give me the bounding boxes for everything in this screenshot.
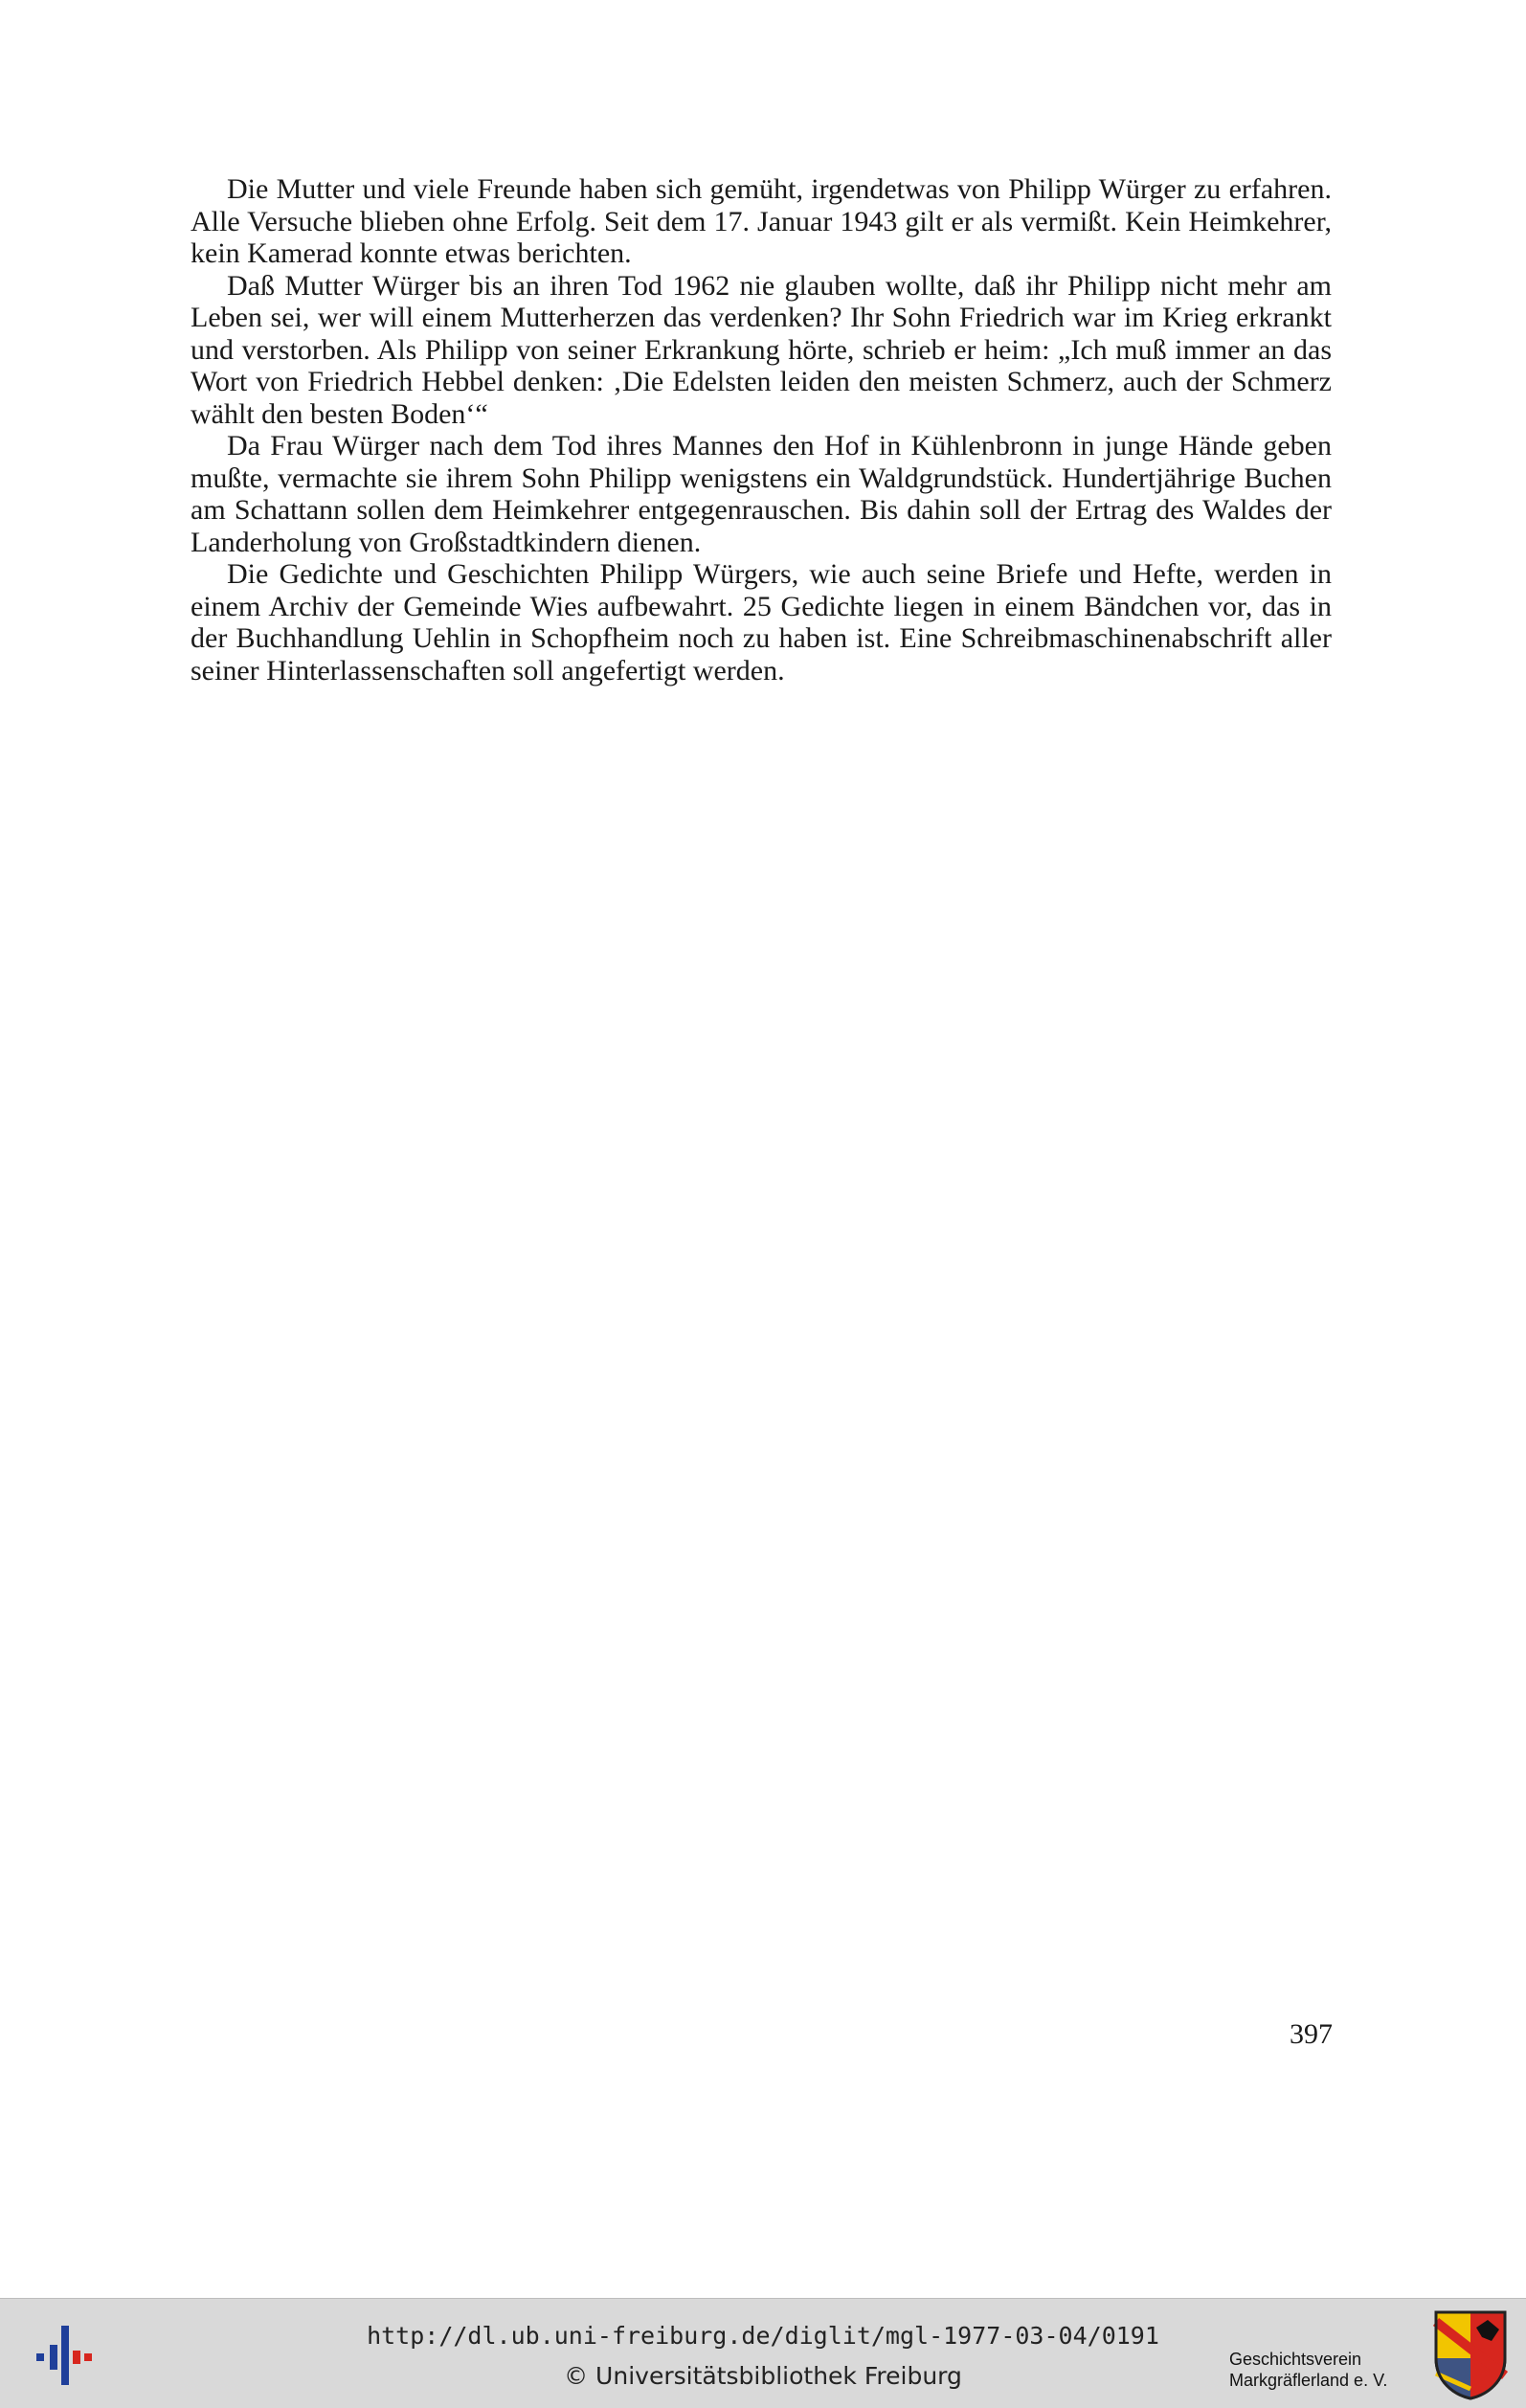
paragraph: Die Gedichte und Geschichten Philipp Würgers, wie auch seine Briefe und Hefte, werden in einem Archiv der Gemeinde Wies aufbewahrt. 25 Gedichte liegen in einem Bändchen vor, das in der Buchhandlung Uehlin in Schopfheim noch zu haben ist. Eine Schreibmaschinenabschrift aller seiner Hinterlassenschaften soll angefertigt werden.	[191, 558, 1332, 686]
body-text	[191, 173, 1332, 686]
footer-bar	[0, 2298, 1526, 2408]
paragraph: Die Mutter und viele Freunde haben sich gemüht, irgendetwas von Philipp Würger zu erfahren. Alle Versuche blieben ohne Erfolg. Seit dem 17. Januar 1943 gilt er als vermißt. Kein Heimkehrer, kein Kamerad konnte etwas berichten.	[191, 173, 1332, 269]
society-name-line2: Markgräflerland e. V.	[1229, 2371, 1388, 2390]
page-number: 397	[1290, 2018, 1333, 2050]
coat-of-arms-icon	[1432, 2308, 1509, 2400]
paragraph: Daß Mutter Würger bis an ihren Tod 1962 nie glauben wollte, daß ihr Philipp nicht mehr am Leben sei, wer will einem Mutterherzen das verdenken? Ihr Sohn Friedrich war im Krieg erkrankt und verstorben. Als Philipp von seiner Erkrankung hörte, schrieb er heim: „Ich muß immer an das Wort von Friedrich Hebbel denken: ‚Die Edelsten leiden den meisten Schmerz, auch der Schmerz wählt den besten Boden‘“	[191, 269, 1332, 430]
footer-url[interactable]	[0, 2322, 1526, 2351]
paragraph: Da Frau Würger nach dem Tod ihres Mannes den Hof in Kühlenbronn in junge Hände geben mußte, vermachte sie ihrem Sohn Philipp wenigstens ein Waldgrundstück. Hundertjährige Buchen am Schattann sollen dem Heimkehrer entgegenrauschen. Bis dahin soll der Ertrag des Waldes der Landerholung von Großstadtkindern dienen.	[191, 430, 1332, 558]
permalink-link[interactable]: http://dl.ub.uni-freiburg.de/diglit/mgl-1977-03-04/0191	[367, 2322, 1159, 2350]
copyright-text: © Universitätsbibliothek Freiburg	[564, 2362, 962, 2390]
society-name	[1229, 2349, 1421, 2391]
society-name-line1: Geschichtsverein	[1229, 2350, 1362, 2369]
